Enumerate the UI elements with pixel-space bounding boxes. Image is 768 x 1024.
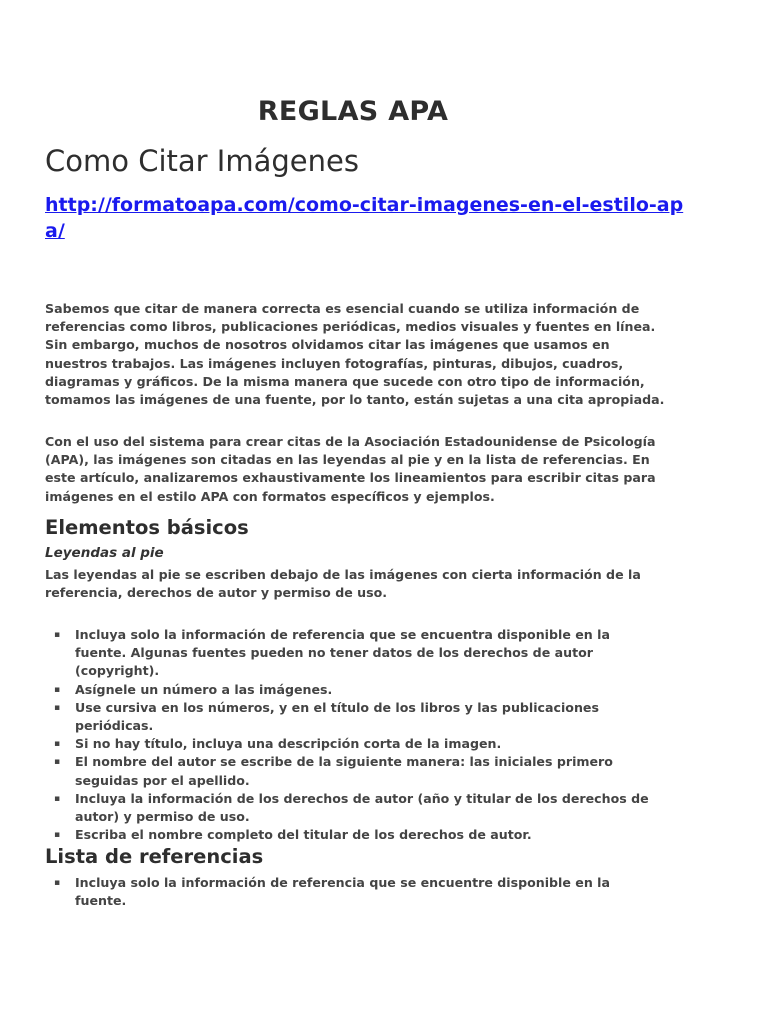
list-item: [45, 874, 650, 910]
intro-paragraph: Sabemos que citar de manera correcta es esencial cuando se utiliza información de referencias como libros, publicaciones periódicas, medios visuales y fuentes en línea. Sin embargo, muchos de nosotros olvidamos citar las imágenes que usamos en nuestros trabajos. Las imágenes incluyen fotografías, pinturas, dibujos, cuadros, diagramas y gráficos. De la misma manera que sucede con otro tipo de información, tomamos las imágenes de una fuente, por lo tanto, están sujetas a una cita apropiada.: [45, 301, 665, 408]
list-item-text: Si no hay título, incluya una descripción corta de la imagen.: [75, 736, 502, 752]
source-link[interactable]: http://formatoapa.com/como-citar-imagenes-en-el-estilo-apa/: [45, 194, 684, 242]
list-item: [45, 826, 650, 844]
list-item: [45, 753, 650, 789]
list-item-text: Asígnele un número a las imágenes.: [75, 681, 333, 697]
bullet-icon: ▪: [54, 630, 61, 640]
list-item-text: El nombre del autor se escribe de la siguiente manera: las iniciales primero seguidas por el apellido.: [75, 754, 613, 788]
section-heading-elementos: Elementos básicos: [45, 516, 249, 539]
bullet-icon: ▪: [54, 878, 61, 888]
leyendas-intro-paragraph: Las leyendas al pie se escriben debajo de las imágenes con cierta información de la referencia, derechos de autor y permiso de uso.: [45, 567, 641, 601]
list-item-text: Use cursiva en los números, y en el título de los libros y las publicaciones periódicas.: [75, 699, 599, 734]
bullet-icon: ▪: [54, 739, 61, 750]
subsection-heading-leyendas: Leyendas al pie: [45, 545, 164, 561]
list-item-text: Incluya solo la información de referencia que se encuentre disponible en la fuente.: [75, 875, 610, 909]
document-main-title: REGLAS APA: [257, 96, 449, 127]
list-item: [45, 699, 650, 735]
referencias-bullet-list: [45, 874, 685, 910]
list-item: [45, 681, 650, 699]
list-item-text: Incluya solo la información de referencia que se encuentra disponible en la fuente. Algunas fuentes pueden no tener datos de los derechos de autor (copyright).: [75, 627, 610, 679]
list-item-text: Incluya la información de los derechos de autor (año y titular de los derechos de autor) y permiso de uso.: [75, 790, 649, 825]
document-subtitle: Como Citar Imágenes: [45, 144, 359, 178]
list-item: [45, 626, 650, 681]
list-item: [45, 790, 650, 826]
section-heading-lista: Lista de referencias: [45, 845, 264, 868]
bullet-icon: ▪: [54, 830, 61, 841]
bullet-icon: ▪: [54, 702, 61, 713]
leyendas-bullet-list: [45, 626, 685, 844]
bullet-icon: ▪: [54, 793, 61, 804]
list-item-text: Escriba el nombre completo del titular de los derechos de autor.: [75, 827, 532, 843]
apa-paragraph: Con el uso del sistema para crear citas de la Asociación Estadounidense de Psicología (APA), las imágenes son citadas en las leyendas al pie y en la lista de referencias. En este artículo, analizaremos exhaustivamente los lineamientos para escribir citas para imágenes en el estilo APA con formatos específicos y ejemplos.: [45, 434, 656, 504]
list-item: [45, 735, 650, 753]
bullet-icon: ▪: [54, 757, 61, 768]
bullet-icon: ▪: [54, 684, 61, 695]
